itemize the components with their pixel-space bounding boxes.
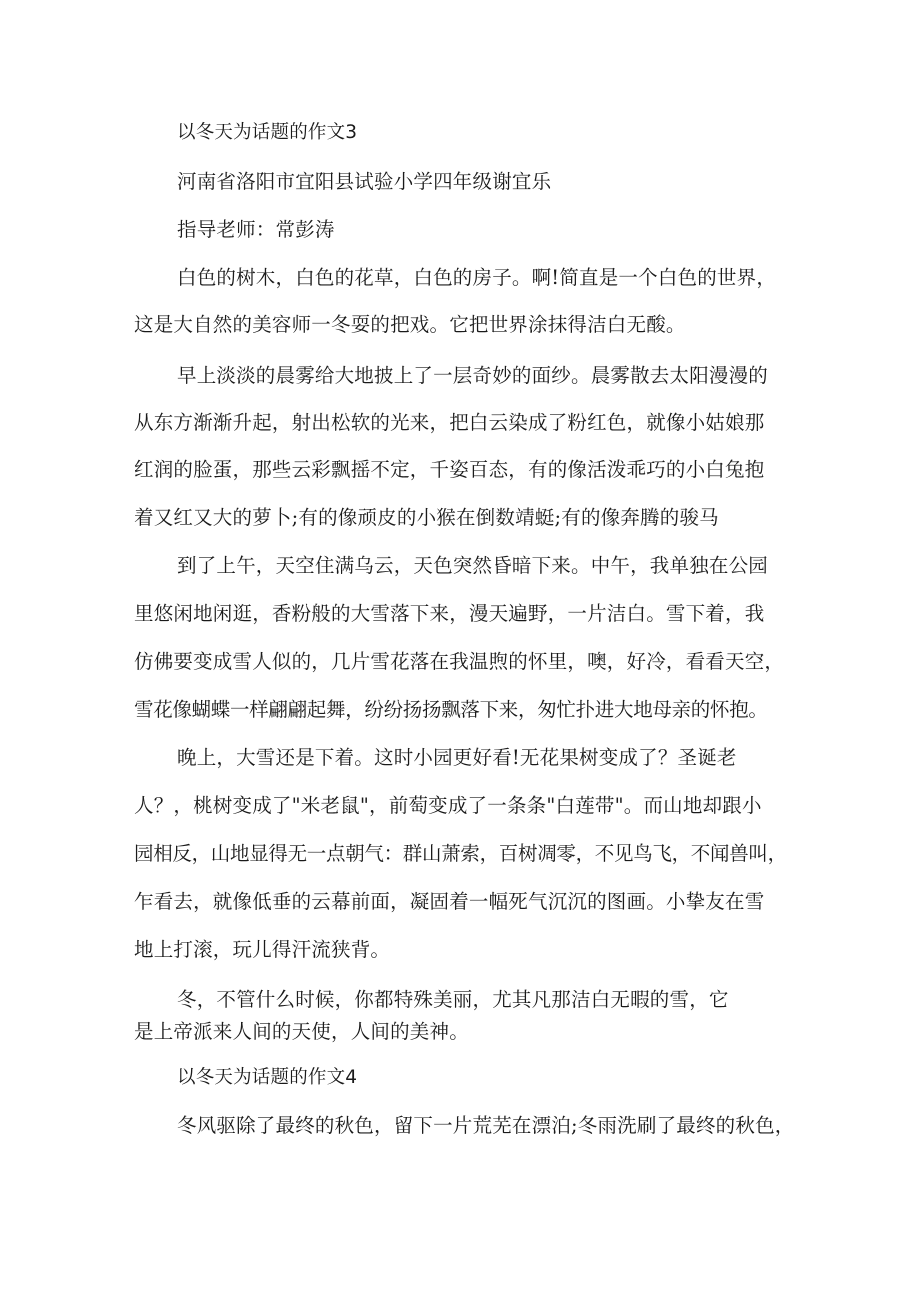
paragraph-2-line-1: 早上淡淡的晨雾给大地披上了一层奇妙的面纱。晨雾散去太阳漫漫的 <box>177 364 769 387</box>
paragraph-4-line-5: 地上打滚，玩儿得汗流狭背。 <box>134 938 391 961</box>
paragraph-3-line-4: 雪花像蝴蝶一样翩翩起舞，纷纷扬扬飘落下来，匆忙扑进大地母亲的怀抱。 <box>134 698 768 721</box>
paragraph-4-line-2: 人？，桃树变成了"米老鼠"，前萄变成了一条条"白莲带"。而山地却跟小 <box>134 794 762 817</box>
paragraph-3-line-3: 仿佛要变成雪人似的，几片雪花落在我温煦的怀里，噢，好冷，看看天空， <box>134 650 785 673</box>
paragraph-2-line-4: 着又红又大的萝卜;有的像顽皮的小猴在倒数靖蜓;有的像奔腾的骏马 <box>134 506 719 529</box>
author-line: 河南省洛阳市宜阳县试验小学四年级谢宜乐 <box>177 170 552 193</box>
essay-title-4: 以冬天为话题的作文4 <box>177 1067 358 1088</box>
paragraph-1-line-2: 这是大自然的美容师一冬耍的把戏。它把世界涂抹得洁白无酸。 <box>134 313 686 336</box>
paragraph-1-line-1: 白色的树木，白色的花草，白色的房子。啊!简直是一个白色的世界， <box>177 266 777 289</box>
paragraph-3-line-2: 里悠闲地闲逛，香粉般的大雪落下来，漫天遍野，一片洁白。雪下着，我 <box>134 602 765 625</box>
paragraph-2-line-3: 红润的脸蛋，那些云彩飘摇不定，千姿百态，有的像活泼乖巧的小白兔抱 <box>134 458 765 481</box>
essay-title-3: 以冬天为话题的作文3 <box>177 122 358 143</box>
paragraph-5-line-1: 冬，不管什么时候，你都特殊美丽，尤其凡那洁白无暇的雪，它 <box>177 988 729 1011</box>
paragraph-4-line-4: 乍看去，就像低垂的云幕前面，凝固着一幅死气沉沉的图画。小挚友在雪 <box>134 890 765 913</box>
paragraph-2-line-2: 从东方渐渐升起，射出松软的光来，把白云染成了粉红色，就像小姑娘那 <box>134 411 765 434</box>
paragraph-4-line-1: 晚上，大雪还是下着。这时小园更好看!无花果树变成了？圣诞老 <box>177 746 737 769</box>
final-line: 冬风驱除了最终的秋色，留下一片荒芜在漂泊;冬雨洗刷了最终的秋色， <box>177 1114 795 1137</box>
paragraph-4-line-3: 园相反，山地显得无一点朝气：群山萧索，百树凋零，不见鸟飞，不闻兽叫， <box>134 842 787 865</box>
paragraph-3-line-1: 到了上午，天空住满乌云，天色突然昏暗下来。中午，我单独在公园 <box>177 554 769 577</box>
paragraph-5-line-2: 是上帝派来人间的天使，人间的美神。 <box>134 1020 469 1043</box>
teacher-line: 指导老师：常彭涛 <box>177 218 335 241</box>
